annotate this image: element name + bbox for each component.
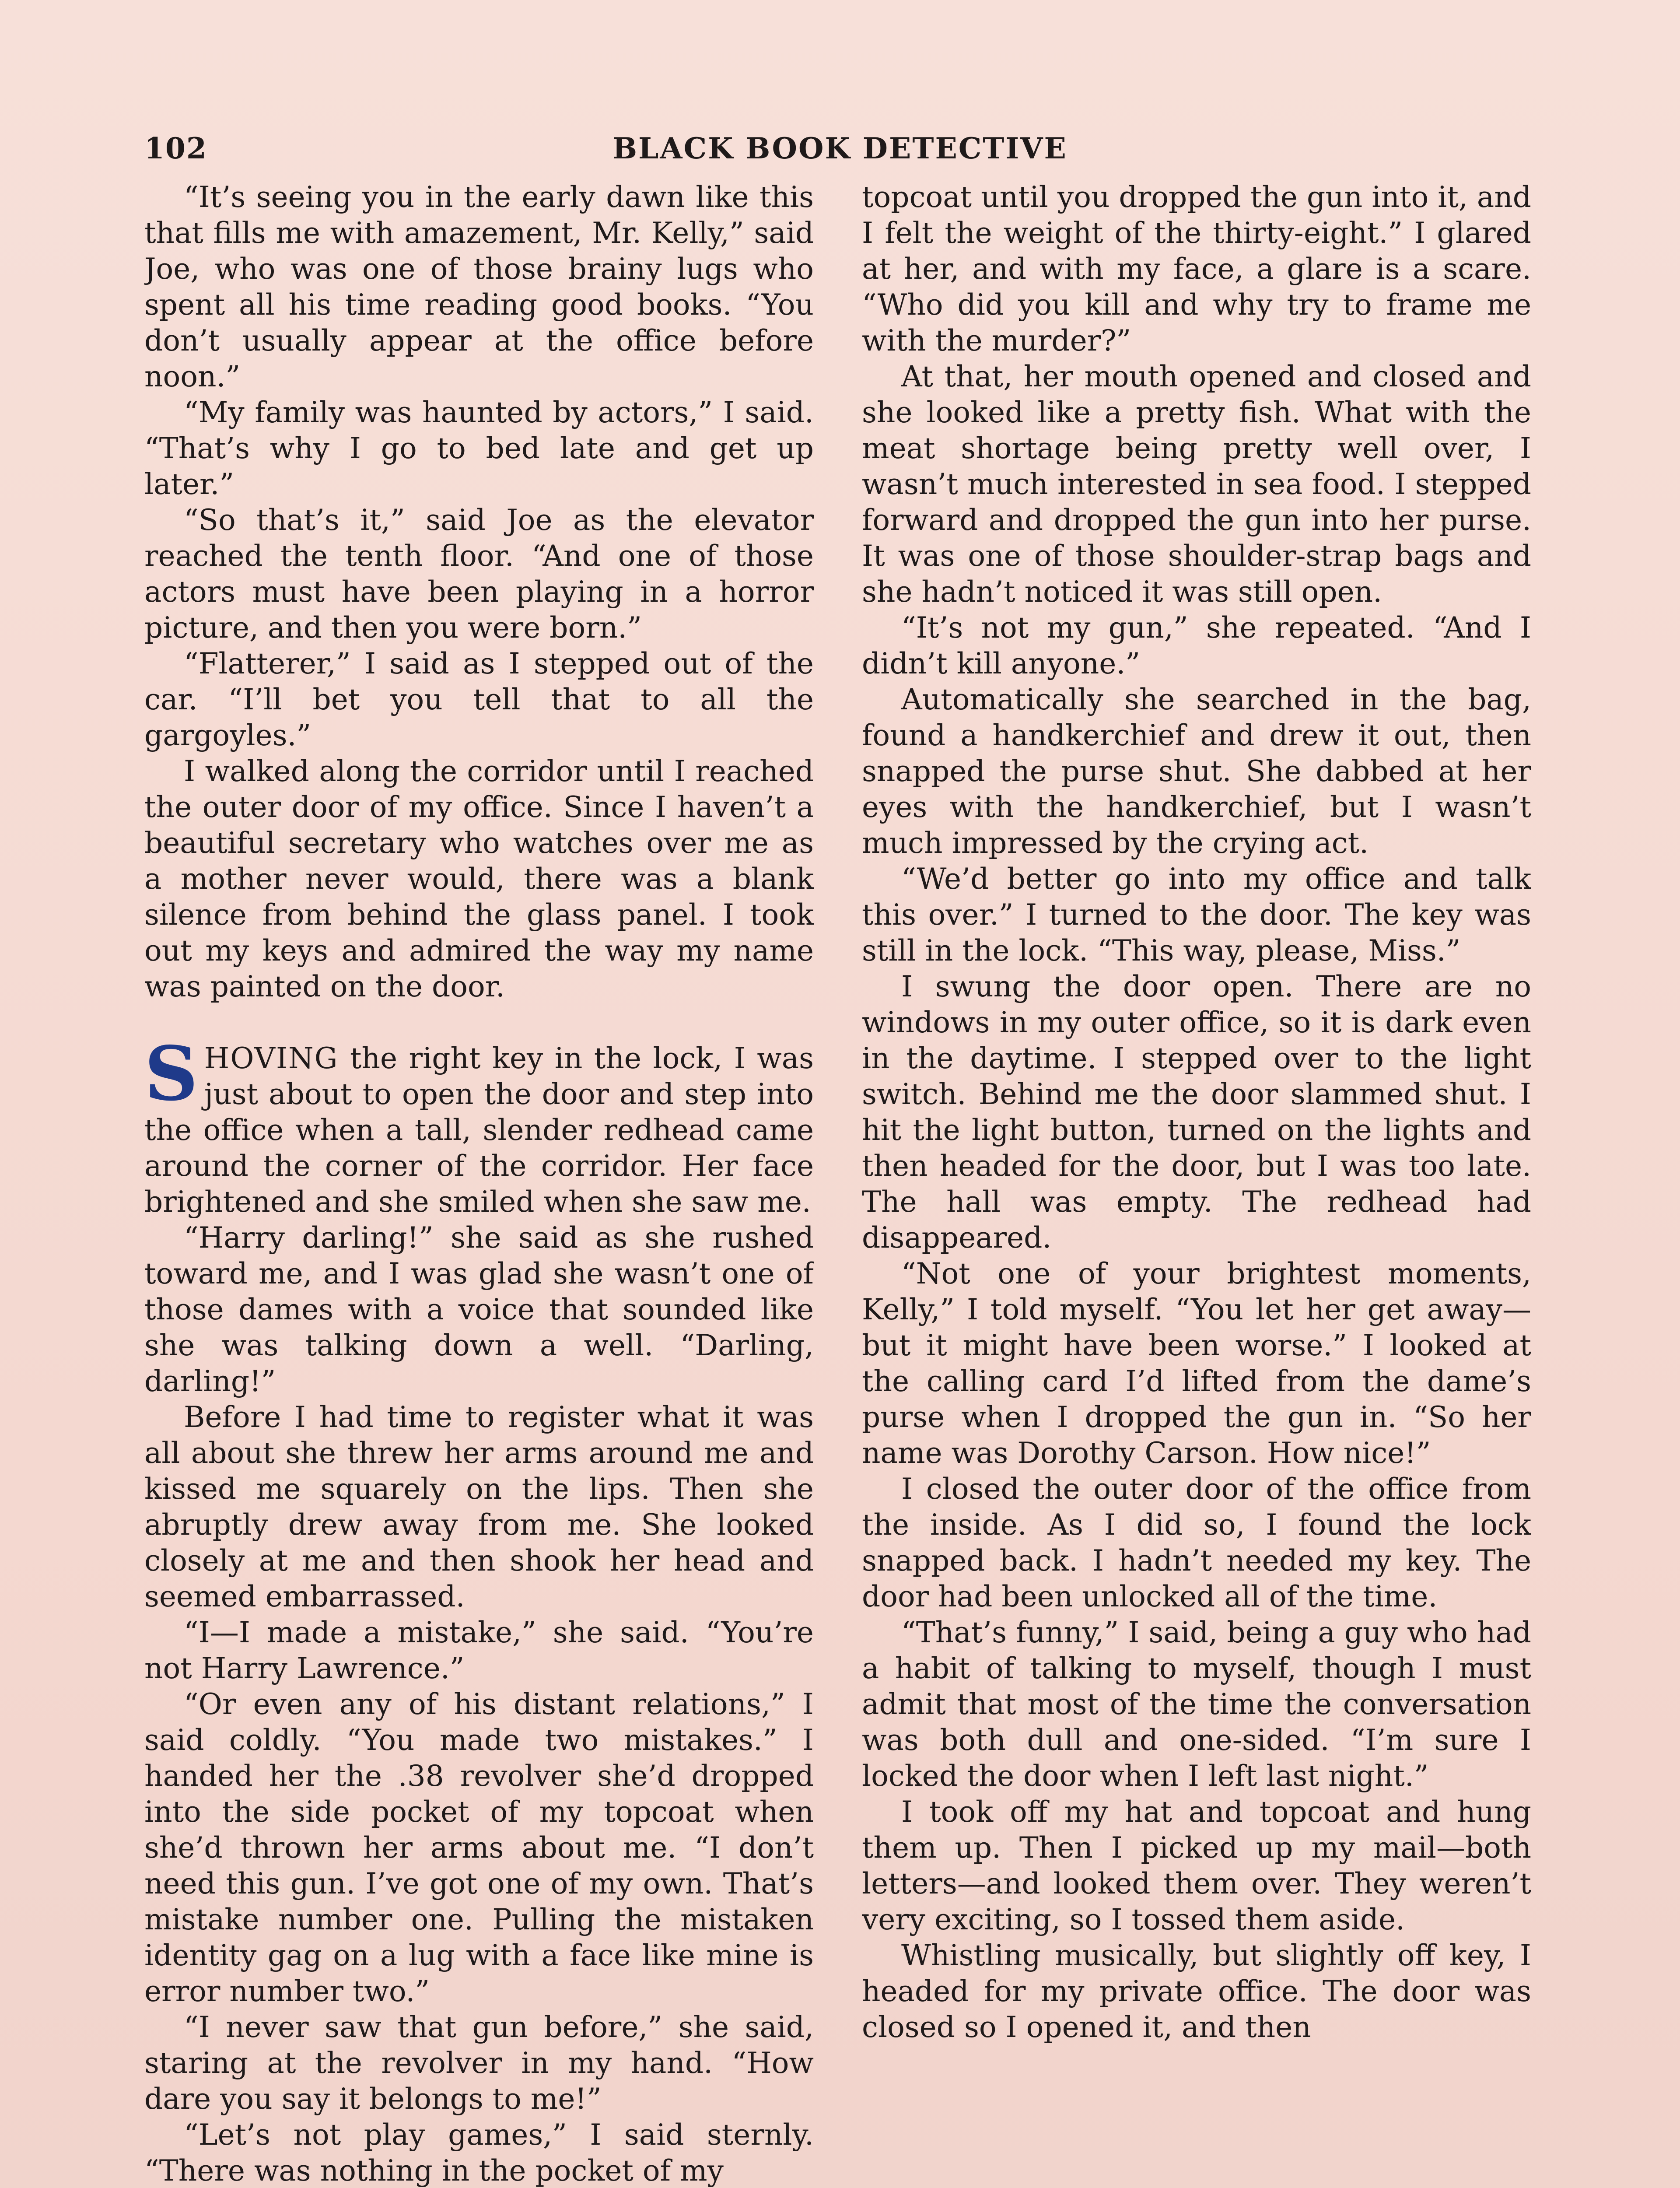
paragraph: “My family was haunted by actors,” I said. “That’s why I go to bed late and get up later.”: [144, 396, 814, 501]
paragraph: Before I had time to register what it was all about she threw her arms around me and kissed me squarely on the lips. Then she abruptly drew away from me. She looked closely at me and then shook her head and seemed embarrassed.: [144, 1400, 814, 1613]
paragraph: I swung the door open. There are no windows in my outer office, so it is dark even in the daytime. I stepped over to the light switch. Behind me the door slammed shut. I hit the light button, turned on the lights and then headed for the door, but I was too late. The hall was empty. The redhead had disappeared.: [862, 970, 1531, 1255]
paragraph: I took off my hat and topcoat and hung them up. Then I picked up my mail—both letters—and looked them over. They weren’t very exciting, so I tossed them aside.: [862, 1795, 1531, 1936]
paragraph: I closed the outer door of the office from the inside. As I did so, I found the lock snapped back. I hadn’t needed my key. The door had been unlocked all of the time.: [862, 1472, 1531, 1613]
paragraph: “Flatterer,” I said as I stepped out of the car. “I’ll bet you tell that to all the gargoyles.”: [144, 647, 814, 752]
paragraph: “We’d better go into my office and talk this over.” I turned to the door. The key was still in the lock. “This way, please, Miss.”: [862, 862, 1531, 968]
paragraph: “Not one of your brightest moments, Kelly,” I told myself. “You let her get away—but it might have been worse.” I looked at the calling card I’d lifted from the dame’s purse when I dropped the gun in. “So her name was Dorothy Carson. How nice!”: [862, 1257, 1531, 1470]
paragraph: At that, her mouth opened and closed and she looked like a pretty fish. What with the meat shortage being pretty well over, I wasn’t much interested in sea food. I stepped forward and dropped the gun into her purse. It was one of those shoulder-strap bags and she hadn’t noticed it was still open.: [862, 360, 1531, 609]
lead-in-text: HOVING: [204, 1041, 339, 1075]
paragraph: Whistling musically, but slightly off key, I headed for my private office. The door was closed so I opened it, and then: [862, 1939, 1531, 2044]
paragraph: Automatically she searched in the bag, found a handkerchief and drew it out, then snapped the purse shut. She dabbed at her eyes with the handkerchief, but I wasn’t much impressed by the crying act.: [862, 683, 1531, 860]
section-opening-paragraph: [144, 1030, 814, 1220]
paragraph: “That’s funny,” I said, being a guy who had a habit of talking to myself, though I must admit that most of the time the conversation was both dull and one-sided. “I’m sure I locked the door when I left last night.”: [862, 1616, 1531, 1793]
page-header: [144, 131, 1536, 179]
paragraph: “I—I made a mistake,” she said. “You’re not Harry Lawrence.”: [144, 1616, 814, 1685]
paragraph: “Let’s not play games,” I said sternly. “There was nothing in the pocket of my: [144, 2118, 814, 2188]
paragraph: “So that’s it,” said Joe as the elevator reached the tenth floor. “And one of those actors must have been playing in a horror picture, and then you were born.”: [144, 503, 814, 645]
paragraph-continued: topcoat until you dropped the gun into it, and I felt the weight of the thirty-eight.” I glared at her, and with my face, a glare is a scare. “Who did you kill and why try to frame me with the murder?”: [862, 180, 1531, 358]
right-column: [862, 179, 1531, 2188]
left-column: [144, 179, 814, 2188]
paragraph: “Harry darling!” she said as she rushed toward me, and I was glad she wasn’t one of those dames with a voice that sounded like she was talking down a well. “Darling, darling!”: [144, 1221, 814, 1398]
section-opening-text: the right key in the lock, I was just about to open the door and step into the office when a tall, slender redhead came around the corner of the corridor. Her face brightened and she smiled when she saw me.: [144, 1041, 814, 1219]
page-number: 102: [144, 131, 207, 165]
paragraph: I walked along the corridor until I reached the outer door of my office. Since I haven’t a beautiful secretary who watches over me as a mother never would, there was a blank silence from behind the glass panel. I took out my keys and admired the way my name was painted on the door.: [144, 754, 814, 1003]
drop-cap: S: [144, 1030, 198, 1118]
paragraph: “It’s not my gun,” she repeated. “And I didn’t kill anyone.”: [862, 611, 1531, 680]
paragraph: “I never saw that gun before,” she said, staring at the revolver in my hand. “How dare you say it belongs to me!”: [144, 2010, 814, 2116]
magazine-title: BLACK BOOK DETECTIVE: [612, 131, 1068, 165]
paragraph: “Or even any of his distant relations,” I said coldly. “You made two mistakes.” I handed her the .38 revolver she’d dropped into the side pocket of my topcoat when she’d thrown her arms about me. “I don’t need this gun. I’ve got one of my own. That’s mistake number one. Pulling the mistaken identity gag on a lug with a face like mine is error number two.”: [144, 1687, 814, 2008]
paragraph: “It’s seeing you in the early dawn like this that fills me with amazement, Mr. Kelly,” said Joe, who was one of those brainy lugs who spent all his time reading good books. “You don’t usually appear at the office before noon.”: [144, 180, 814, 393]
